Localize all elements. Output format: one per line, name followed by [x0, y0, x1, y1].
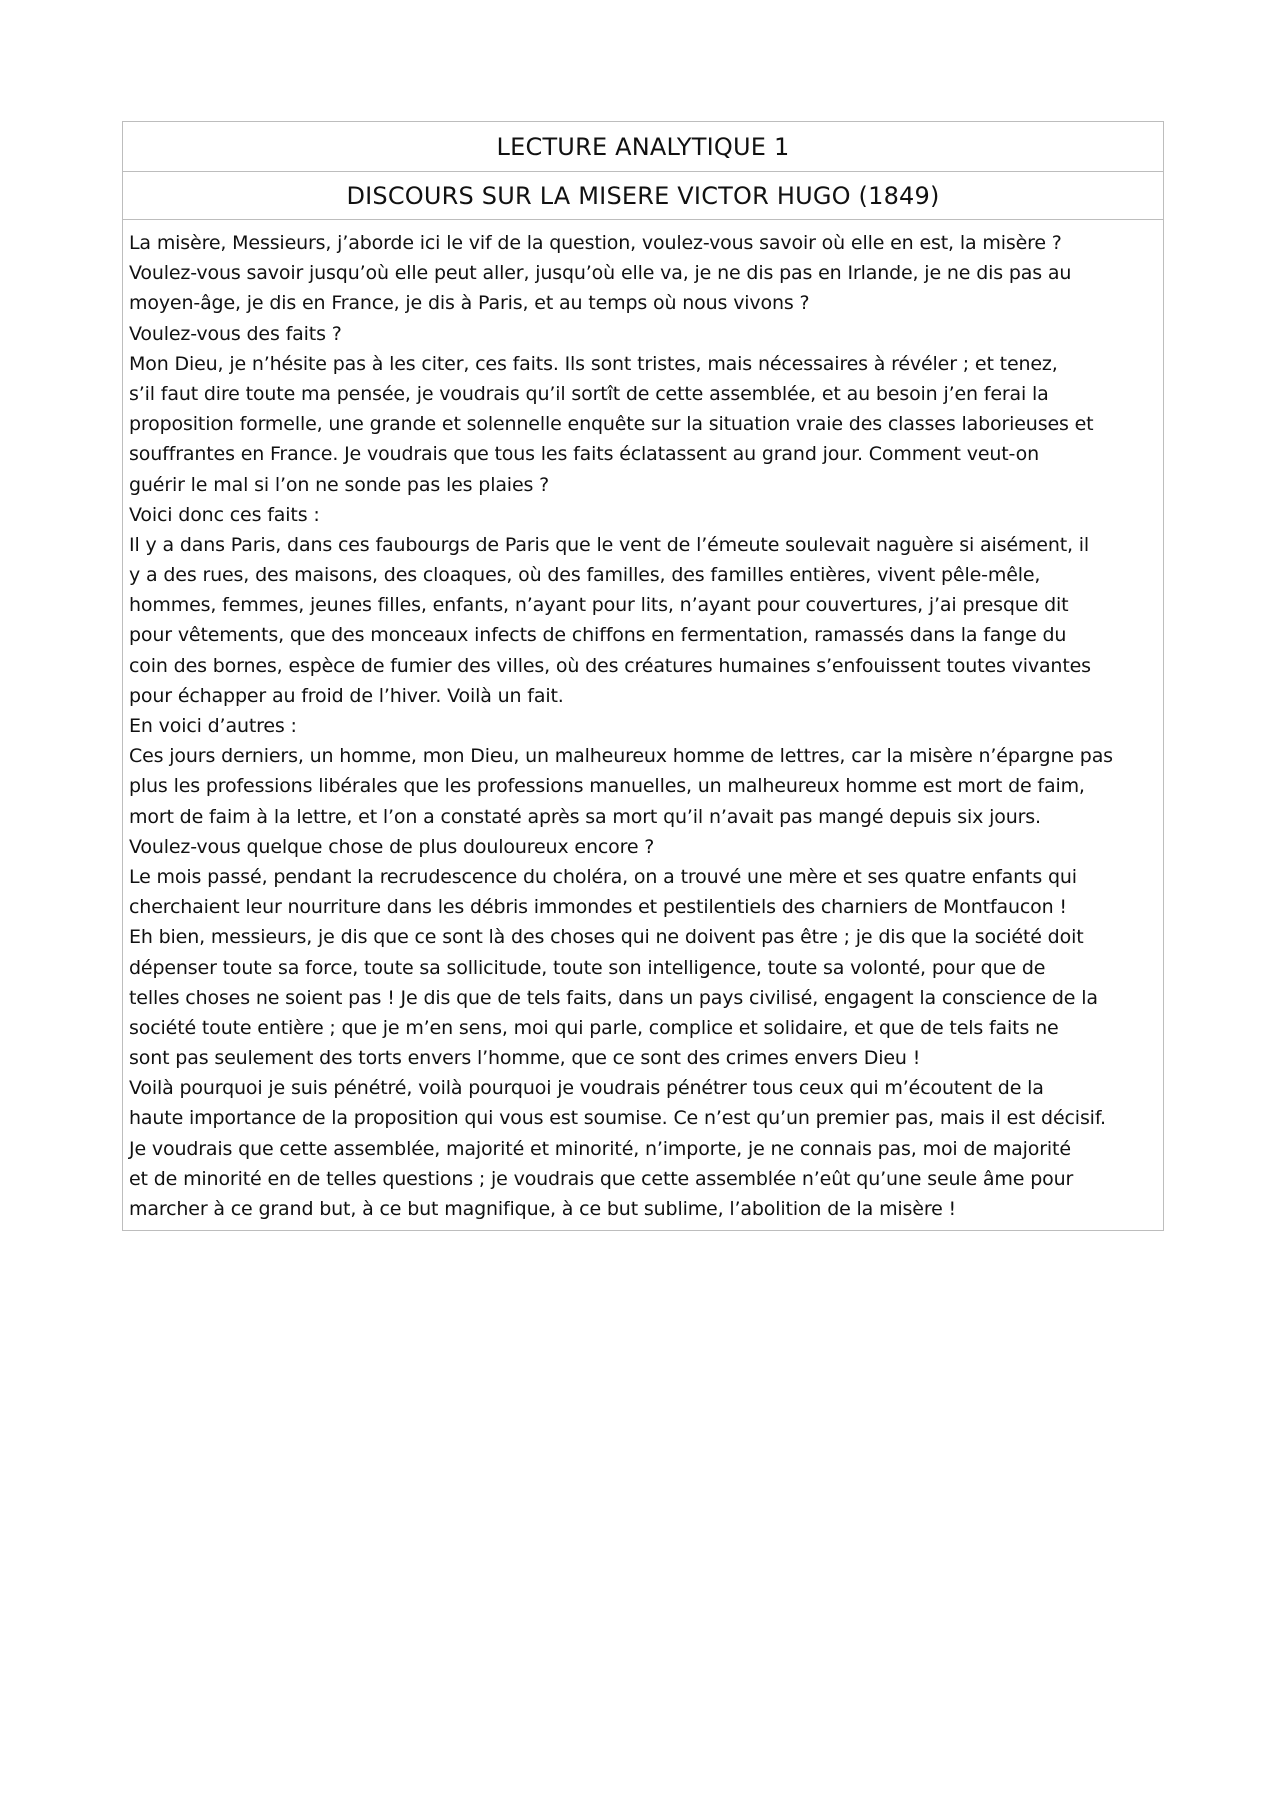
document-subtitle: [123, 172, 1163, 220]
text-line: sont pas seulement des torts envers l’homme, que ce sont des crimes envers Dieu !: [129, 1047, 921, 1070]
subtitle-text: DISCOURS SUR LA MISERE VICTOR HUGO (1849): [346, 181, 940, 210]
text-line: dépenser toute sa force, toute sa sollicitude, toute son intelligence, toute sa volonté, pour que de: [129, 956, 1046, 979]
document-table: [122, 121, 1164, 1231]
text-line: souffrantes en France. Je voudrais que tous les faits éclatassent au grand jour. Comment veut-on: [129, 443, 1039, 466]
text-line: marcher à ce grand but, à ce but magnifique, à ce but sublime, l’abolition de la misère !: [129, 1198, 956, 1220]
text-line: haute importance de la proposition qui vous est soumise. Ce n’est qu’un premier pas, mais il est décisif.: [129, 1107, 1106, 1130]
text-line: Voici donc ces faits :: [129, 503, 320, 526]
text-line: cherchaient leur nourriture dans les débris immondes et pestilentiels des charniers de Montfaucon !: [129, 896, 1067, 919]
text-line: pour échapper au froid de l’hiver. Voilà un fait.: [129, 684, 564, 707]
text-line: hommes, femmes, jeunes filles, enfants, n’ayant pour lits, n’ayant pour couvertures, j’ai presque dit: [129, 594, 1069, 617]
text-line: Le mois passé, pendant la recrudescence du choléra, on a trouvé une mère et ses quatre enfants qui: [129, 865, 1077, 888]
text-line: plus les professions libérales que les professions manuelles, un malheureux homme est mort de faim,: [129, 775, 1085, 798]
document-title: [123, 122, 1163, 172]
text-line: Je voudrais que cette assemblée, majorité et minorité, n’importe, je ne connais pas, moi de majorité: [129, 1137, 1071, 1160]
text-line: pour vêtements, que des monceaux infects de chiffons en fermentation, ramassés dans la fange du: [129, 624, 1067, 647]
text-line: Il y a dans Paris, dans ces faubourgs de Paris que le vent de l’émeute soulevait naguère si aisément, il: [129, 533, 1090, 556]
text-line: société toute entière ; que je m’en sens, moi qui parle, complice et solidaire, et que de tels faits ne: [129, 1016, 1059, 1039]
text-line: Eh bien, messieurs, je dis que ce sont là des choses qui ne doivent pas être ; je dis que la société doit: [129, 926, 1084, 949]
text-line: La misère, Messieurs, j’aborde ici le vif de la question, voulez-vous savoir où elle en est, la misère ?: [129, 232, 1062, 254]
text-line: Ces jours derniers, un homme, mon Dieu, un malheureux homme de lettres, car la misère n’épargne pas: [129, 745, 1113, 768]
text-line: et de minorité en de telles questions ; je voudrais que cette assemblée n’eût qu’une seule âme pour: [129, 1167, 1074, 1190]
text-line: Voilà pourquoi je suis pénétré, voilà pourquoi je voudrais pénétrer tous ceux qui m’écoutent de la: [129, 1077, 1044, 1100]
text-line: s’il faut dire toute ma pensée, je voudrais qu’il sortît de cette assemblée, et au besoin j’en ferai la: [129, 382, 1049, 405]
text-line: Voulez-vous savoir jusqu’où elle peut aller, jusqu’où elle va, je ne dis pas en Irlande, je ne dis pas au: [129, 262, 1072, 285]
title-text: LECTURE ANALYTIQUE 1: [496, 132, 790, 161]
text-line: Mon Dieu, je n’hésite pas à les citer, ces faits. Ils sont tristes, mais nécessaires à révéler ; et tenez,: [129, 352, 1058, 375]
text-line: Voulez-vous des faits ?: [129, 322, 342, 345]
text-line: telles choses ne soient pas ! Je dis que de tels faits, dans un pays civilisé, engagent la conscience de la: [129, 986, 1098, 1009]
text-line: y a des rues, des maisons, des cloaques, où des familles, des familles entières, vivent pêle-mêle,: [129, 564, 1041, 587]
text-line: coin des bornes, espèce de fumier des villes, où des créatures humaines s’enfouissent toutes vivantes: [129, 654, 1091, 677]
text-line: mort de faim à la lettre, et l’on a constaté après sa mort qu’il n’avait pas mangé depuis six jours.: [129, 805, 1041, 828]
text-line: En voici d’autres :: [129, 715, 297, 737]
speech-text-body: [123, 220, 1163, 1230]
text-line: proposition formelle, une grande et solennelle enquête sur la situation vraie des classes laborieuses et: [129, 413, 1094, 436]
text-line: moyen-âge, je dis en France, je dis à Paris, et au temps où nous vivons ?: [129, 292, 810, 315]
text-line: Voulez-vous quelque chose de plus douloureux encore ?: [129, 835, 655, 858]
text-line: guérir le mal si l’on ne sonde pas les plaies ?: [129, 473, 550, 496]
